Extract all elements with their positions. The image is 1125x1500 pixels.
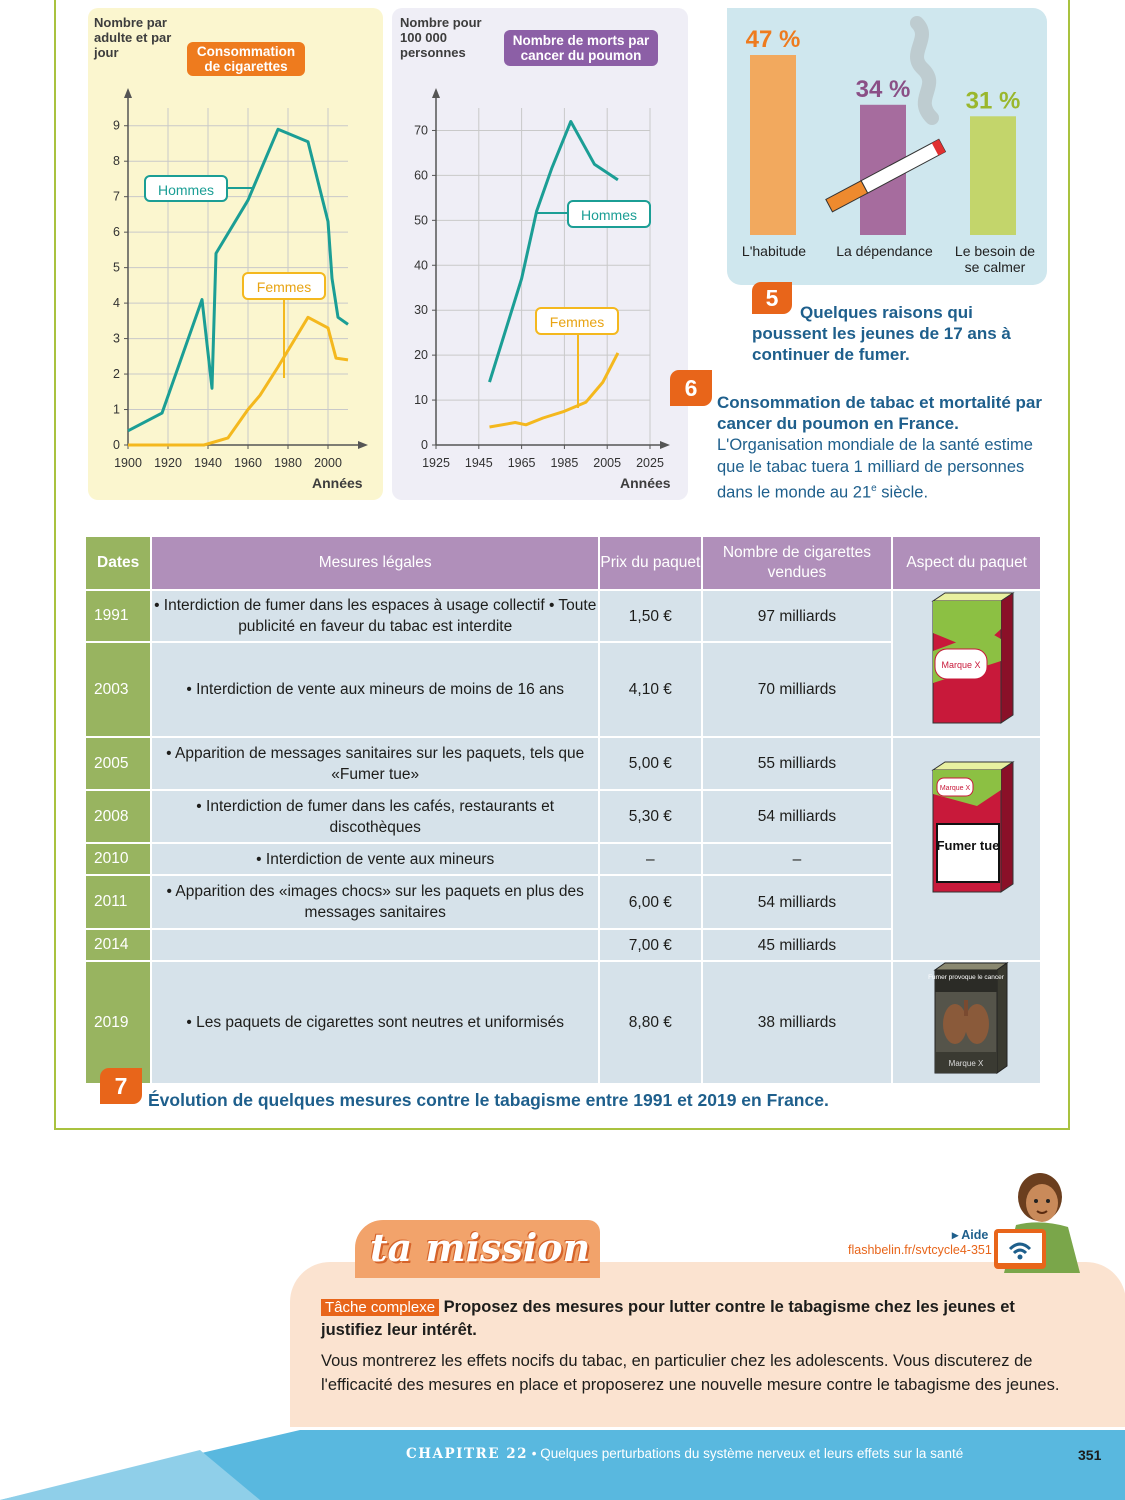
row-prix: –: [600, 844, 700, 874]
bar-2: [970, 116, 1016, 235]
row-date: 2010: [86, 844, 150, 874]
series-line-femmes: [490, 353, 618, 427]
y-tick-label: 20: [414, 348, 428, 363]
right-chart-xlabel: Années: [620, 475, 671, 491]
y-tick-label: 10: [414, 393, 428, 408]
header-ventes: Nombre de cigarettes vendues: [703, 537, 892, 589]
row-mesure: • Interdiction de vente aux mineurs de moins de 16 ans: [152, 643, 598, 736]
x-tick-label: 1980: [274, 456, 302, 470]
row-prix: 8,80 €: [600, 962, 700, 1083]
x-tick-label: 1925: [422, 456, 450, 470]
y-tick-label: 0: [421, 438, 428, 452]
aide-label: ▸ Aide: [952, 1228, 989, 1242]
row-ventes: 70 milliards: [703, 643, 892, 736]
y-tick-label: 5: [113, 260, 120, 275]
x-tick-label: 2025: [636, 456, 664, 470]
y-tick-label: 30: [414, 303, 428, 318]
row-mesure: [152, 930, 598, 960]
mission-task-text: Proposez des mesures pour lutter contre le tabagisme chez les jeunes et justifiez leur intérêt.: [321, 1298, 1015, 1339]
pack3-warning: Fumer provoque le cancer: [927, 974, 1004, 981]
y-tick-label: 8: [113, 154, 120, 169]
series-line-hommes: [490, 122, 618, 383]
left-legend-women: Femmes: [242, 272, 326, 300]
pack1-brand: Marque X: [941, 660, 981, 670]
row-prix: 6,00 €: [600, 876, 700, 928]
pack-cell-3: [893, 962, 1040, 1083]
pack-cell-2: [893, 738, 1040, 960]
page-number: 351: [1078, 1447, 1102, 1463]
pack2-warning: Fumer tue: [936, 838, 1000, 853]
row-mesure: • Apparition de messages sanitaires sur les paquets, tels que «Fumer tue»: [152, 738, 598, 789]
table-row: [86, 591, 1040, 641]
mission-task: [321, 1296, 1041, 1342]
right-chart-title-pill: Nombre de morts par cancer du poumon: [504, 30, 658, 66]
figure-6-caption-body: [717, 434, 1047, 504]
footer-chapter-line: [406, 1446, 963, 1462]
measures-table: [84, 535, 1042, 1085]
y-tick-label: 7: [113, 189, 120, 204]
x-tick-label: 1960: [234, 456, 262, 470]
cigarette-pack-warning: [897, 760, 1037, 900]
x-axis-arrow: [660, 441, 670, 449]
x-tick-label: 2000: [314, 456, 342, 470]
figure-6-caption-end: siècle.: [876, 483, 929, 502]
mission-box: [290, 1262, 1125, 1427]
figure-6-caption-sup: e: [871, 483, 877, 494]
pack2-brand: Marque X: [939, 785, 970, 792]
y-tick-label: 4: [113, 296, 120, 311]
x-tick-label: 1965: [507, 456, 536, 470]
row-ventes: 54 milliards: [703, 876, 892, 928]
row-mesure: • Interdiction de vente aux mineurs: [152, 844, 598, 874]
complex-task-tag: Tâche complexe: [321, 1299, 439, 1316]
y-axis-arrow: [124, 88, 132, 98]
y-tick-label: 40: [414, 258, 428, 273]
row-ventes: 54 milliards: [703, 791, 892, 842]
figure-6-caption-text: L'Organisation mondiale de la santé estime que le tabac tuera 1 milliard de personnes dans le monde au 21: [717, 436, 1033, 502]
row-ventes: 45 milliards: [703, 930, 892, 960]
bar-label-habitude: L'habitude: [741, 243, 807, 259]
row-ventes: 38 milliards: [703, 962, 892, 1083]
figure-number-5: 5: [752, 282, 792, 314]
footer-chapter: CHAPITRE 22: [406, 1446, 528, 1462]
student-avatar: [990, 1165, 1090, 1275]
footer-title: • Quelques perturbations du système nerveux et leurs effets sur la santé: [531, 1446, 964, 1461]
footer-band: [0, 1430, 1125, 1500]
left-chart-ylabel: Nombre par adulte et par jour: [94, 15, 172, 60]
right-legend-women: Femmes: [535, 307, 619, 335]
bar-label-calmer: Le besoin de se calmer: [954, 243, 1036, 275]
left-chart-xlabel: Années: [312, 475, 363, 491]
y-axis-arrow: [432, 88, 440, 98]
bar-value-label: 34 %: [855, 75, 911, 103]
x-tick-label: 1920: [154, 456, 182, 470]
header-aspect: Aspect du paquet: [893, 537, 1040, 589]
row-date: 2019: [86, 962, 150, 1083]
figure-6-caption: [717, 392, 1047, 504]
x-tick-label: 1940: [194, 456, 222, 470]
header-dates: Dates: [86, 537, 150, 589]
y-tick-label: 9: [113, 118, 120, 133]
bar-0: [750, 55, 796, 235]
series-line-femmes: [128, 317, 348, 445]
right-chart-ylabel: Nombre pour 100 000 personnes: [400, 15, 482, 60]
figure-number-7: 7: [100, 1068, 142, 1104]
smoke-icon: [917, 23, 932, 118]
row-ventes: –: [703, 844, 892, 874]
aide-link[interactable]: flashbelin.fr/svtcycle4-351: [848, 1243, 992, 1257]
x-axis-arrow: [358, 441, 368, 449]
header-mesures: Mesures légales: [152, 537, 598, 589]
row-date: 2003: [86, 643, 150, 736]
row-mesure: • Interdiction de fumer dans les espaces à usage collectif • Toute publicité en faveur du tabac est interdite: [152, 591, 598, 641]
left-chart-title-pill: Consommation de cigarettes: [187, 42, 305, 76]
bar-label-dependance: La dépendance: [836, 243, 933, 259]
left-legend-men: Hommes: [144, 175, 228, 202]
row-date: 2014: [86, 930, 150, 960]
cigarette-pack-neutral: [897, 962, 1037, 1078]
y-tick-label: 3: [113, 331, 120, 346]
row-date: 2011: [86, 876, 150, 928]
cigarette-consumption-chart: [88, 60, 383, 500]
row-prix: 4,10 €: [600, 643, 700, 736]
lung-cancer-chart: [392, 60, 688, 500]
row-ventes: 97 milliards: [703, 591, 892, 641]
row-date: 1991: [86, 591, 150, 641]
cigarette-pack-1990s: [897, 591, 1037, 731]
x-tick-label: 1945: [464, 456, 493, 470]
row-prix: 1,50 €: [600, 591, 700, 641]
bar-value-label: 47 %: [745, 26, 801, 53]
y-tick-label: 70: [414, 123, 428, 138]
x-tick-label: 1985: [550, 456, 579, 470]
row-mesure: • Interdiction de fumer dans les cafés, restaurants et discothèques: [152, 791, 598, 842]
mission-title: ta mission: [370, 1225, 591, 1270]
row-prix: 5,30 €: [600, 791, 700, 842]
pack-cell-1: [893, 591, 1040, 736]
row-ventes: 55 milliards: [703, 738, 892, 789]
row-date: 2005: [86, 738, 150, 789]
row-mesure: • Apparition des «images chocs» sur les paquets en plus des messages sanitaires: [152, 876, 598, 928]
figure-7-caption: Évolution de quelques mesures contre le tabagisme entre 1991 et 2019 en France.: [148, 1090, 829, 1110]
table-header-row: [86, 537, 1040, 589]
x-tick-label: 1900: [114, 456, 142, 470]
row-date: 2008: [86, 791, 150, 842]
figure-number-6: 6: [670, 370, 712, 406]
y-tick-label: 6: [113, 225, 120, 240]
table-row: [86, 962, 1040, 1083]
y-tick-label: 60: [414, 168, 428, 183]
pack3-brand: Marque X: [948, 1059, 984, 1068]
row-prix: 7,00 €: [600, 930, 700, 960]
y-tick-label: 2: [113, 367, 120, 382]
x-tick-label: 2005: [593, 456, 622, 470]
y-tick-label: 50: [414, 213, 428, 228]
row-mesure: • Les paquets de cigarettes sont neutres et uniformisés: [152, 962, 598, 1083]
bar-value-label: 31 %: [965, 87, 1021, 115]
table-row: [86, 738, 1040, 789]
figure-5-caption: Quelques raisons qui poussent les jeunes de 17 ans à continuer de fumer.: [752, 303, 1011, 364]
right-legend-men: Hommes: [567, 200, 651, 228]
header-prix: Prix du paquet: [600, 537, 700, 589]
y-tick-label: 0: [113, 438, 120, 452]
figure-6-caption-title: Consommation de tabac et mortalité par cancer du poumon en France.: [717, 393, 1042, 433]
row-prix: 5,00 €: [600, 738, 700, 789]
mission-description: Vous montrerez les effets nocifs du tabac, en particulier chez les adolescents. Vous discuterez de l'efficacité des mesures en place et proposerez une nouvelle mesure contre le tabagisme des jeunes.: [321, 1352, 1060, 1394]
y-tick-label: 1: [113, 402, 120, 417]
